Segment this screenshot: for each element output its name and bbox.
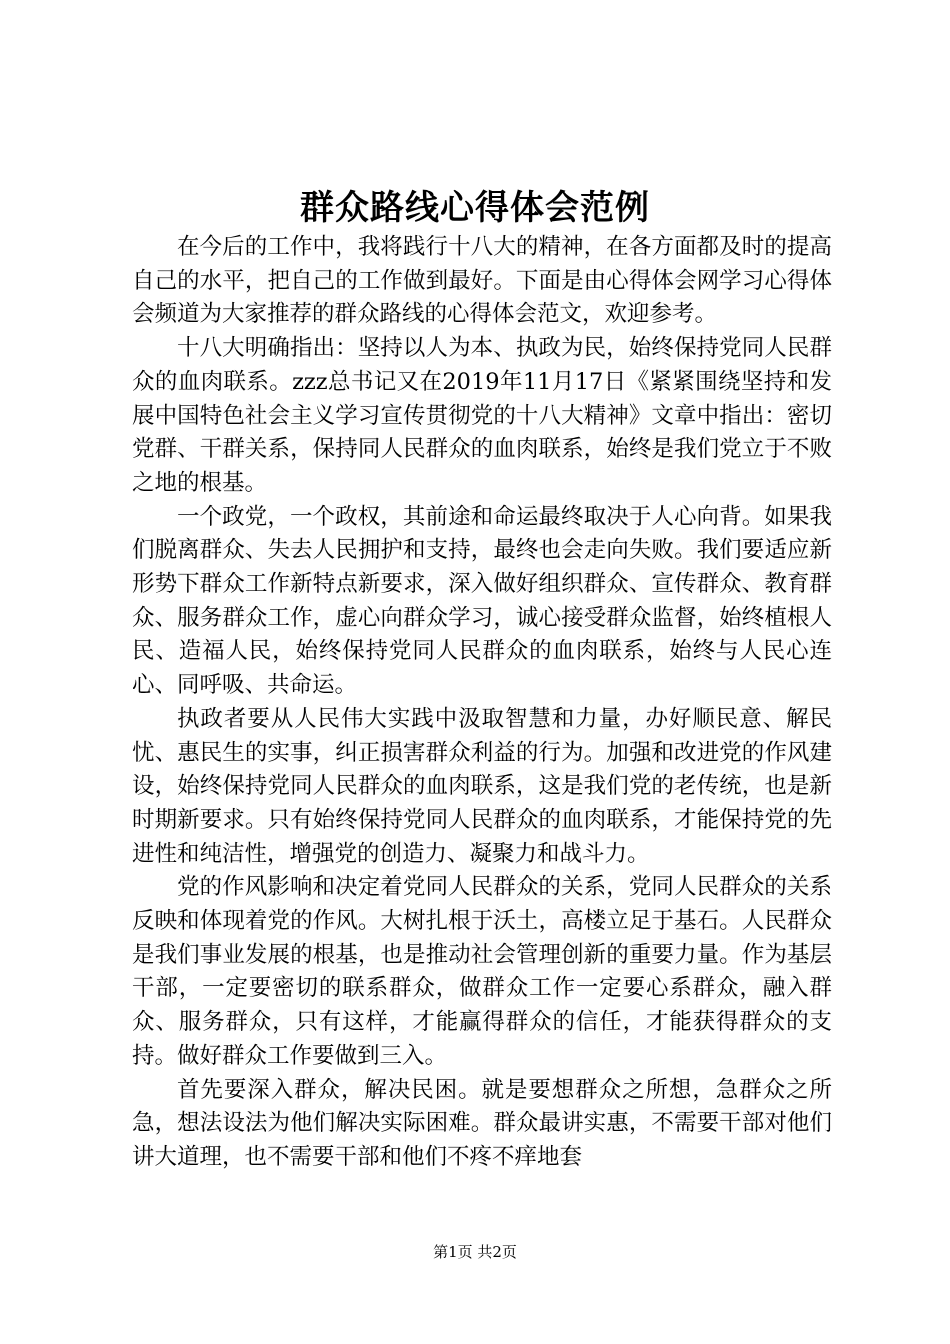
paragraph-4: 执政者要从人民伟大实践中汲取智慧和力量，办好顺民意、解民忧、惠民生的实事，纠正损害群众利益的行为。加强和改进党的作风建设，始终保持党同人民群众的血肉联系，这是我们党的老传统，也是新时期新要求。只有始终保持党同人民群众的血肉联系，才能保持党的先进性和纯洁性，增强党的创造力、凝聚力和战斗力。 — [132, 705, 832, 867]
paragraph-2: 十八大明确指出：坚持以人为本、执政为民，始终保持党同人民群众的血肉联系。zzz总书记又在2019年11月17日《紧紧围绕坚持和发展中国特色社会主义学习宣传贯彻党的十八大精神》文章中指出：密切党群、干群关系，保持同人民群众的血肉联系，始终是我们党立于不败之地的根基。 — [132, 335, 832, 496]
paragraph-5: 党的作风影响和决定着党同人民群众的关系，党同人民群众的关系反映和体现着党的作风。大树扎根于沃土，高楼立足于基石。人民群众是我们事业发展的根基，也是推动社会管理创新的重要力量。作为基层干部，一定要密切的联系群众，做群众工作一定要心系群众，融入群众、服务群众，只有这样，才能赢得群众的信任，才能获得群众的支持。做好群众工作要做到三入。 — [132, 874, 832, 1069]
document-body — [132, 231, 832, 1175]
document-title: 群众路线心得体会范例 — [300, 188, 650, 228]
paragraph-6: 首先要深入群众，解决民困。就是要想群众之所想，急群众之所急，想法设法为他们解决实际困难。群众最讲实惠，不需要干部对他们讲大道理，也不需要干部和他们不疼不痒地套 — [132, 1076, 832, 1170]
page-number-footer: 第1页 共2页 — [433, 1243, 517, 1261]
paragraph-1: 在今后的工作中，我将践行十八大的精神，在各方面都及时的提高自己的水平，把自己的工作做到最好。下面是由心得体会网学习心得体会频道为大家推荐的群众路线的心得体会范文，欢迎参考。 — [132, 234, 832, 328]
paragraph-3: 一个政党，一个政权，其前途和命运最终取决于人心向背。如果我们脱离群众、失去人民拥护和支持，最终也会走向失败。我们要适应新形势下群众工作新特点新要求，深入做好组织群众、宣传群众、教育群众、服务群众工作，虚心向群众学习，诚心接受群众监督，始终植根人民、造福人民，始终保持党同人民群众的血肉联系，始终与人民心连心、同呼吸、共命运。 — [132, 503, 832, 699]
